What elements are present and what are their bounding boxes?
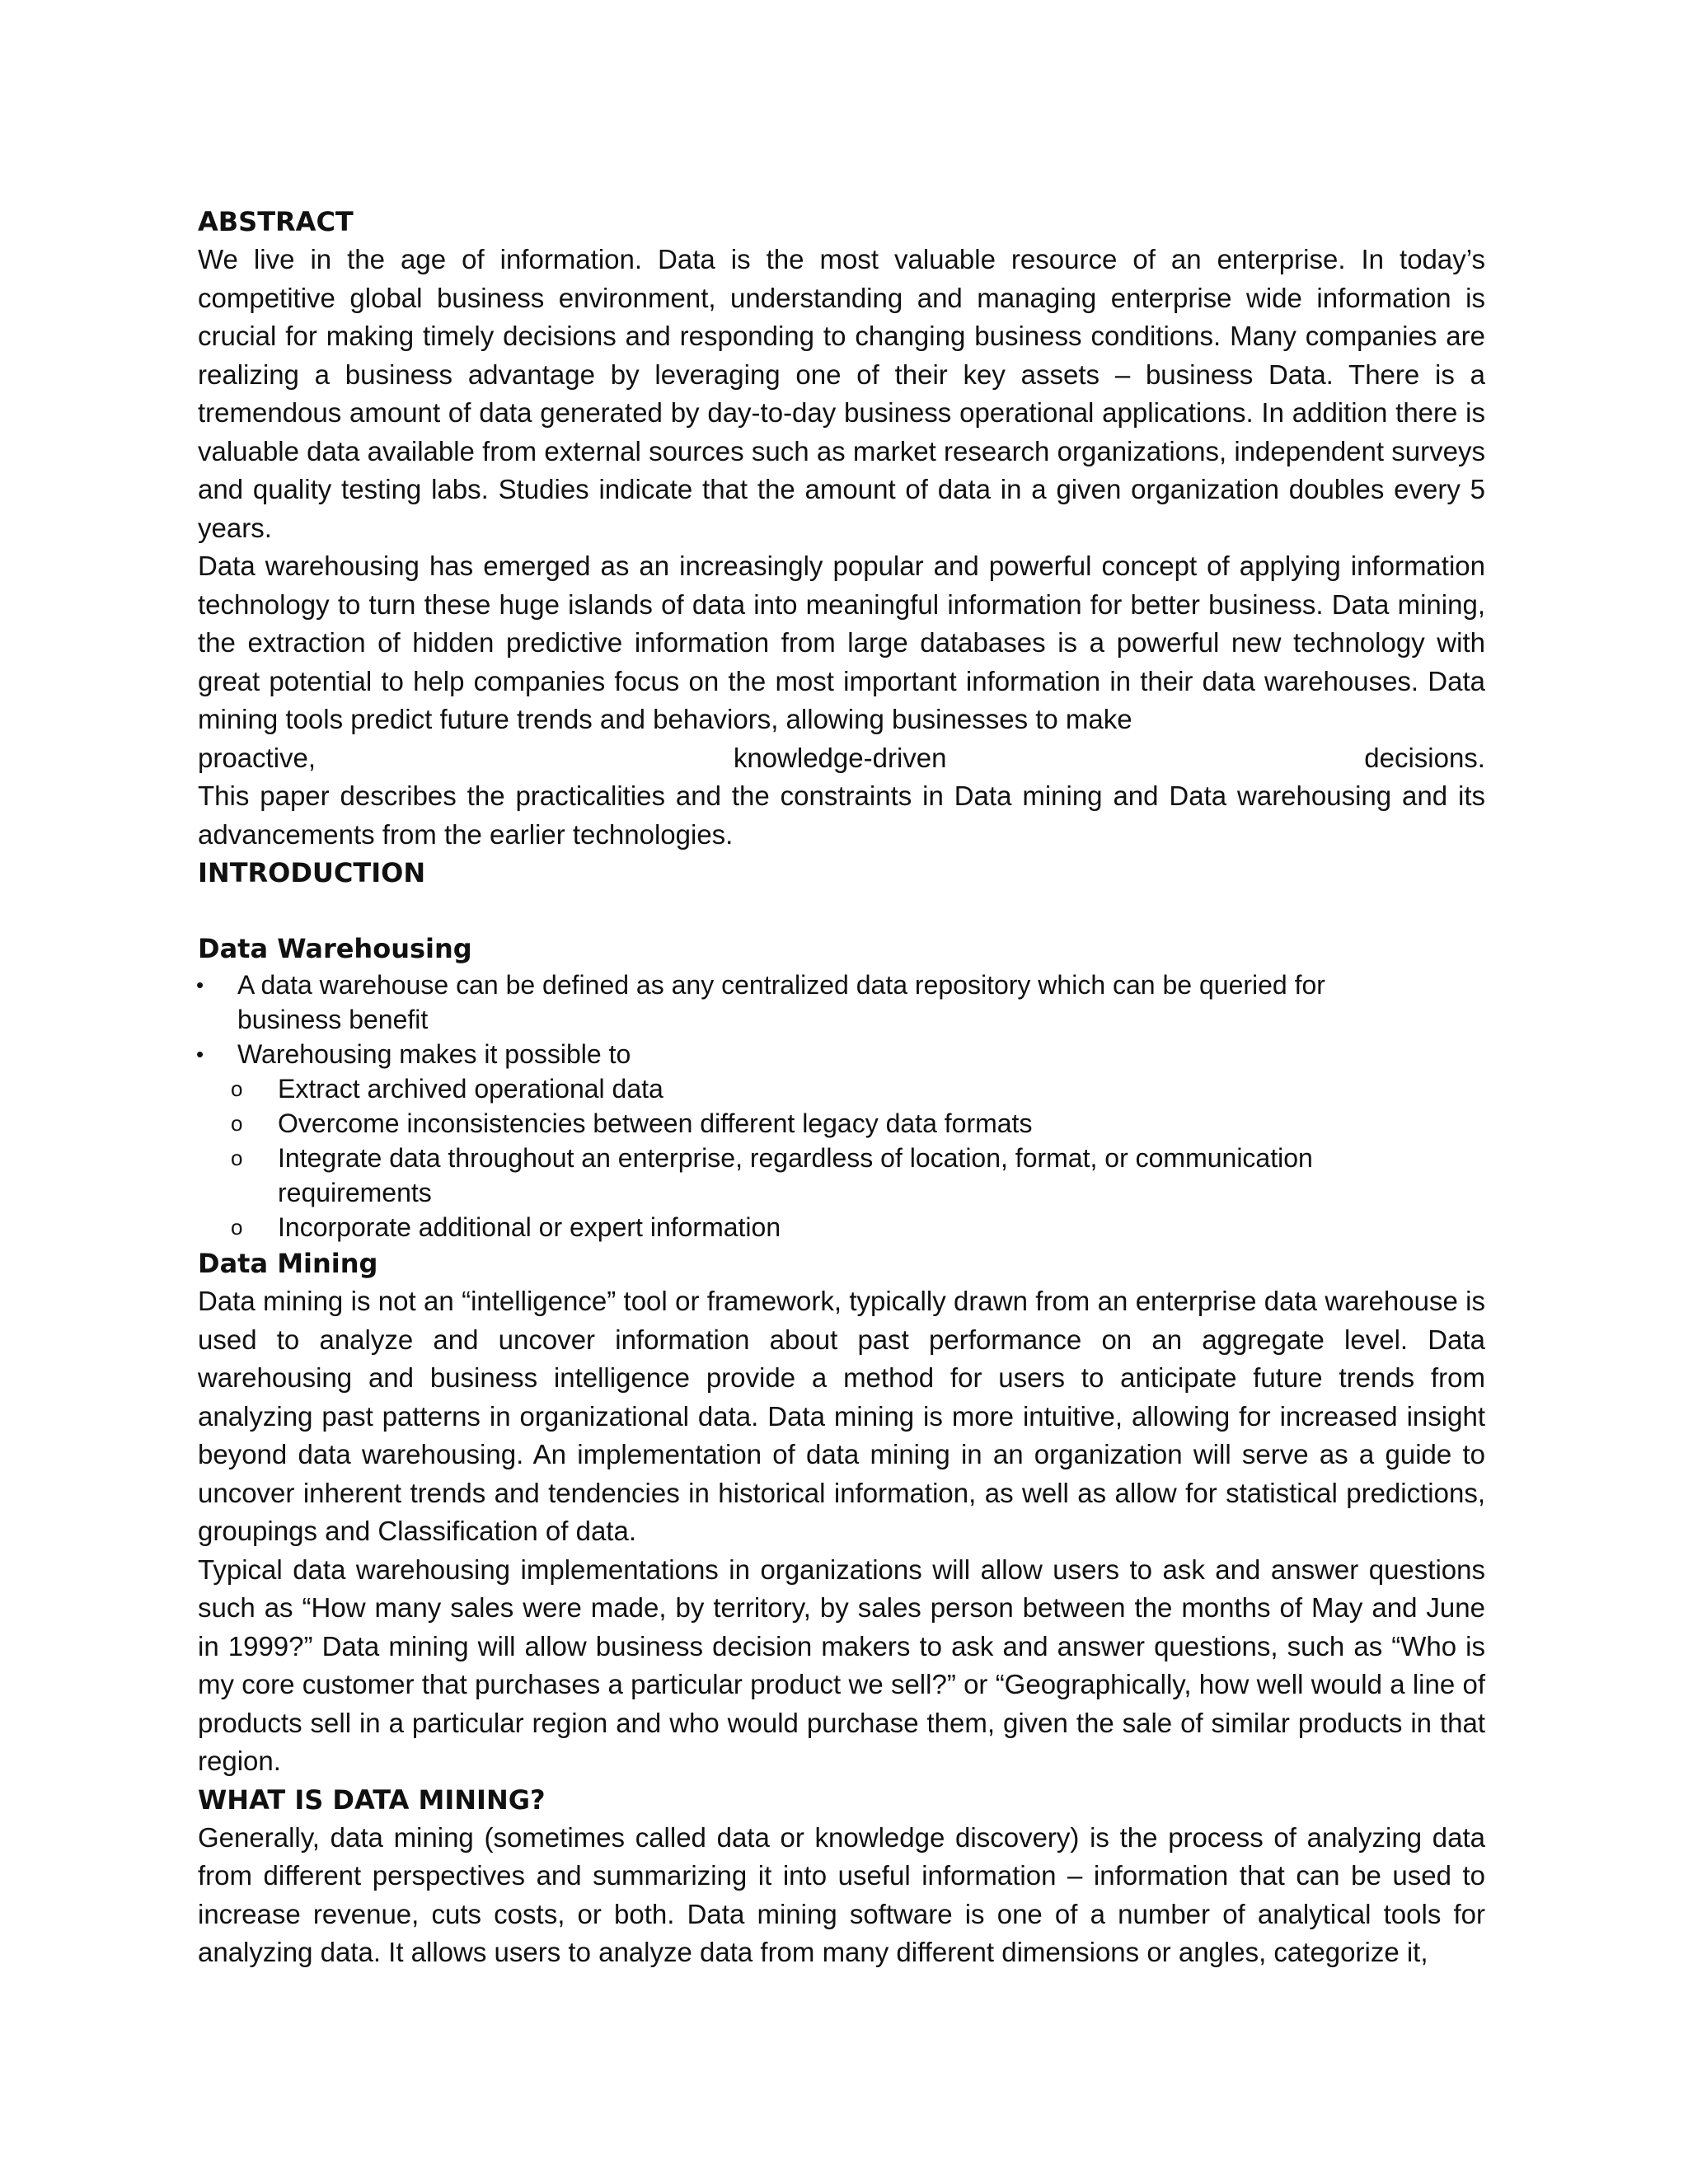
- last-line-word-3: decisions.: [1364, 742, 1485, 773]
- abstract-paragraph-1: We live in the age of information. Data is the most valuable resource of an enterprise. In today’s competitive global business environment, understanding and managing enterprise wide information is crucial for making timely decisions and responding to changing business conditions. Many companies are realizing a business advantage by leveraging one of their key assets – business Data. There is a tremendous amount of data generated by day-to-day business operational applications. In addition there is valuable data available from external sources such as market research organizations, independent surveys and quality testing labs. Studies indicate that the amount of data in a given organization doubles every 5 years.: [198, 244, 1485, 543]
- last-line-word-1: proactive,: [198, 742, 316, 773]
- hollow-circle-bullet-icon: o: [231, 1146, 243, 1170]
- hollow-circle-bullet-icon: o: [231, 1215, 243, 1240]
- sub-bullet-item: [198, 1210, 1485, 1244]
- abstract-paragraph-2: Data warehousing has emerged as an increasingly popular and powerful concept of applying information technology to turn these huge islands of data into meaningful information for better business. Data mining, the extraction of hidden predictive information from large databases is a powerful new technology with great potential to help companies focus on the most important information in their data warehouses. Data mining tools predict future trends and behaviors, allowing businesses to make: [198, 551, 1485, 734]
- sub-bullet-item-text: Incorporate additional or expert information: [278, 1212, 781, 1242]
- bullet-item-text: Warehousing makes it possible to: [237, 1039, 631, 1069]
- sub-bullet-item: [198, 1106, 1485, 1141]
- bullet-item: [198, 1037, 1485, 1244]
- bullet-item: [198, 968, 1485, 1037]
- sub-bullet-item-text: Overcome inconsistencies between different legacy data formats: [278, 1108, 1033, 1138]
- sub-bullet-item-text: Integrate data throughout an enterprise, regardless of location, format, or communication requirements: [278, 1143, 1313, 1207]
- warehousing-sub-bullet-list: [231, 1071, 1485, 1244]
- data-mining-paragraph-1: Data mining is not an “intelligence” tool or framework, typically drawn from an enterprise data warehouse is used to analyze and uncover information about past performance on an aggregate level. Data warehousing and business intelligence provide a method for users to anticipate future trends from analyzing past patterns in organizational data. Data mining is more intuitive, allowing for increased insight beyond data warehousing. An implementation of data mining in an organization will serve as a guide to uncover inherent trends and tendencies in historical information, as well as allow for statistical predictions, groupings and Classification of data.: [198, 1286, 1485, 1546]
- what-is-data-mining-heading: WHAT IS DATA MINING?: [198, 1783, 546, 1816]
- last-line-word-2: knowledge-driven: [733, 742, 947, 773]
- what-is-data-mining-paragraph: Generally, data mining (sometimes called data or knowledge discovery) is the process of analyzing data from different perspectives and summarizing it into useful information – information that can be used to increase revenue, cuts costs, or both. Data mining software is one of a number of analytical tools for analyzing data. It allows users to analyze data from many different dimensions or angles, categorize it,: [198, 1821, 1485, 1967]
- hollow-circle-bullet-icon: o: [231, 1076, 243, 1101]
- sub-bullet-item-text: Extract archived operational data: [278, 1074, 663, 1104]
- paper-page: [198, 203, 1485, 1972]
- sub-bullet-item: [198, 1141, 1485, 1210]
- data-mining-paragraph-2: Typical data warehousing implementations in organizations will allow users to ask and answer questions such as “How many sales were made, by territory, by sales person between the months of May and June in 1999?” Data mining will allow business decision makers to ask and answer questions, such as “Who is my core customer that purchases a particular product we sell?” or “Geographically, how well would a line of products sell in a particular region and who would purchase them, given the sale of similar products in that region.: [198, 1554, 1485, 1776]
- bullet-dot-icon: •: [196, 1042, 204, 1066]
- sub-bullet-item: [198, 1071, 1485, 1106]
- hollow-circle-bullet-icon: o: [231, 1111, 243, 1136]
- data-mining-heading: Data Mining: [198, 1248, 378, 1279]
- bullet-dot-icon: •: [196, 972, 204, 997]
- abstract-paragraph-2-last-line: [198, 739, 1485, 778]
- bullet-item-text: A data warehouse can be defined as any centralized data repository which can be queried for business benefit: [237, 970, 1325, 1034]
- abstract-paragraph-3: This paper describes the practicalities and the constraints in Data mining and Data warehousing and its advancements from the earlier technologies.: [198, 780, 1485, 850]
- abstract-heading: ABSTRACT: [198, 206, 354, 237]
- warehousing-bullet-list: [198, 968, 1485, 1244]
- data-warehousing-heading: Data Warehousing: [198, 933, 472, 964]
- introduction-heading: INTRODUCTION: [198, 857, 426, 888]
